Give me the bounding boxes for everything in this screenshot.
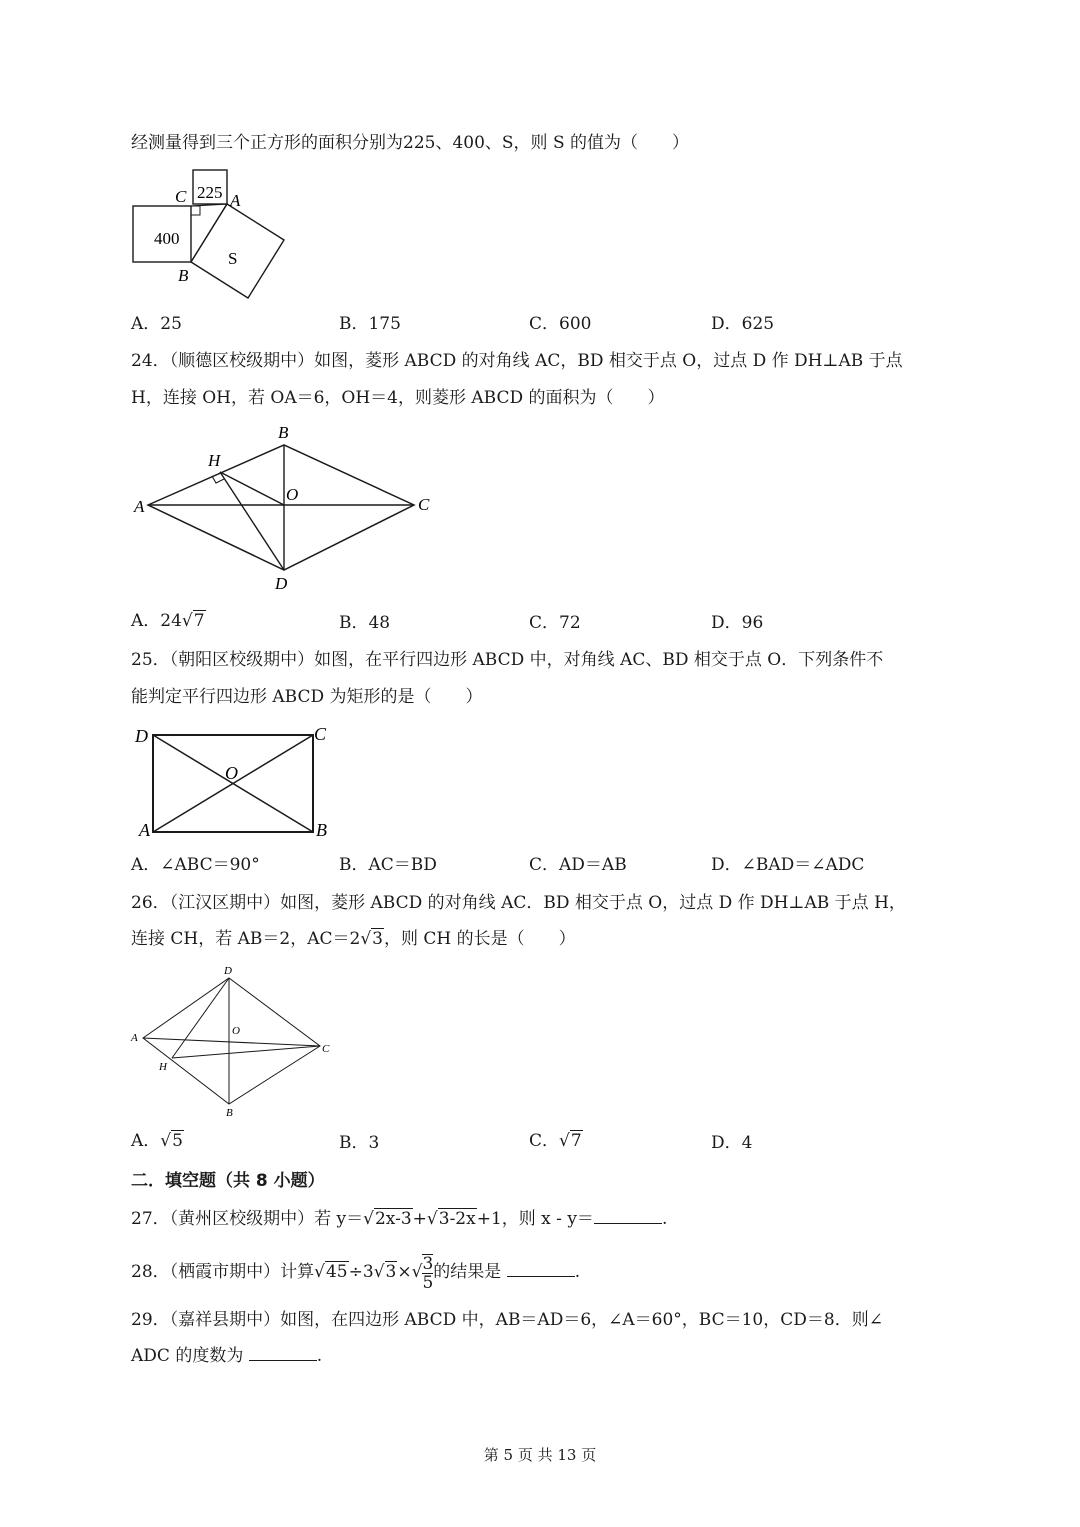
q24-stem-line1: 24．（顺德区校级期中）如图，菱形 ABCD 的对角线 AC，BD 相交于点 O，过点 D 作 DH⊥AB 于点 xyxy=(131,351,903,371)
q25-option-b: B．AC＝BD xyxy=(339,855,437,875)
q26-stem-line2 xyxy=(131,926,576,952)
q26-line2-text-a: 连接 CH，若 AB＝2，AC＝2 xyxy=(131,929,361,949)
label-b: B xyxy=(178,266,189,285)
sqrt-symbol: √3 xyxy=(360,929,383,949)
q28-mid2: × xyxy=(397,1262,412,1282)
label-b: B xyxy=(316,820,327,840)
radicand: 3 xyxy=(385,1262,397,1282)
q26-figure xyxy=(128,962,338,1122)
q26-option-d: D．4 xyxy=(711,1133,753,1153)
q28-prefix: 28．（栖霞市期中）计算 xyxy=(131,1262,315,1282)
q28-mid1: ÷3 xyxy=(348,1262,374,1282)
diagonal-ac xyxy=(143,1038,320,1046)
sqrt-symbol: √3-2x xyxy=(426,1209,476,1229)
q26-line2-text-b: ，则 CH 的长是（ ） xyxy=(384,929,576,949)
sqrt-symbol: √2x-3 xyxy=(363,1209,412,1229)
q28-suffix: 的结果是 xyxy=(433,1262,507,1282)
q23-stem: 经测量得到三个正方形的面积分别为225、400、S，则 S 的值为（ ） xyxy=(131,133,689,153)
answer-blank[interactable] xyxy=(594,1207,662,1224)
radicand: 45 xyxy=(325,1262,348,1282)
radicand: 2x-3 xyxy=(374,1209,412,1229)
q25-stem-line1: 25．（朝阳区校级期中）如图，在平行四边形 ABCD 中，对角线 AC、BD 相交于点 O．下列条件不 xyxy=(131,650,884,670)
q23-option-b: B．175 xyxy=(339,314,401,334)
page-footer: 第 5 页 共 13 页 xyxy=(483,1446,597,1464)
rhombus-abcd xyxy=(148,445,414,570)
label-d: D xyxy=(135,726,148,746)
q23-figure xyxy=(120,160,300,310)
label-225: 225 xyxy=(197,183,223,202)
q29-line2-text: ADC 的度数为 xyxy=(131,1346,249,1366)
q29-end: . xyxy=(316,1346,323,1366)
label-a: A xyxy=(139,820,150,840)
label-b: B xyxy=(278,423,289,442)
label-o: O xyxy=(232,1025,240,1037)
label-d: D xyxy=(275,574,288,593)
sqrt-symbol: √7 xyxy=(181,611,205,631)
label-a: A xyxy=(134,497,145,516)
label-o: O xyxy=(286,485,299,504)
q25-option-a: A．∠ABC＝90° xyxy=(131,855,260,875)
q28-stem xyxy=(131,1252,580,1292)
q23-option-a: A．25 xyxy=(131,314,182,334)
q27-stem xyxy=(131,1206,667,1232)
radicand: 5 xyxy=(172,1131,183,1151)
q26-option-a-prefix: A． xyxy=(131,1131,161,1151)
radicand: 7 xyxy=(570,1131,582,1151)
radicand: 3-2x xyxy=(438,1209,476,1229)
q23-option-d: D．625 xyxy=(711,314,775,334)
q25-figure xyxy=(130,720,340,845)
q28-end: . xyxy=(574,1262,581,1282)
q24-figure xyxy=(128,420,440,595)
label-c: C xyxy=(314,724,327,744)
label-a: A xyxy=(230,191,241,210)
fraction-denominator: 5 xyxy=(422,1272,434,1293)
q25-option-d: D．∠BAD＝∠ADC xyxy=(711,855,865,875)
label-b: B xyxy=(226,1107,233,1119)
q27-prefix: 27．（黄州区校级期中）若 y＝ xyxy=(131,1209,364,1229)
q24-option-c: C．72 xyxy=(529,613,581,633)
segment-dh xyxy=(172,978,229,1058)
right-triangle xyxy=(191,204,227,262)
q24-option-a-prefix: A．24 xyxy=(131,611,182,631)
label-a: A xyxy=(131,1032,138,1044)
q24-option-d: D．96 xyxy=(711,613,764,633)
label-o: O xyxy=(225,763,238,783)
label-c: C xyxy=(418,495,430,514)
label-h: H xyxy=(208,451,221,470)
radicand: 3 xyxy=(372,929,383,949)
q27-plus: + xyxy=(412,1209,427,1229)
q24-option-b: B．48 xyxy=(339,613,391,633)
fraction xyxy=(422,1254,433,1292)
sqrt-symbol: √45 xyxy=(314,1262,348,1282)
label-d: D xyxy=(224,965,232,977)
right-angle-mark xyxy=(191,206,200,215)
q29-stem-line2 xyxy=(131,1343,322,1369)
label-c: C xyxy=(322,1043,330,1055)
q25-option-c: C．AD＝AB xyxy=(529,855,627,875)
q26-option-c-prefix: C． xyxy=(529,1131,560,1151)
q26-option-a xyxy=(131,1128,184,1154)
answer-blank[interactable] xyxy=(507,1260,575,1277)
q24-option-a xyxy=(131,608,206,634)
label-c: C xyxy=(175,187,187,206)
q29-stem-line1: 29．（嘉祥县期中）如图，在四边形 ABCD 中，AB＝AD＝6，∠A＝60°，BC＝10，CD＝8．则∠ xyxy=(131,1310,883,1330)
square-s xyxy=(191,204,284,298)
radicand: 7 xyxy=(193,611,205,631)
q25-stem-line2: 能判定平行四边形 ABCD 为矩形的是（ ） xyxy=(131,687,483,707)
q26-option-b: B．3 xyxy=(339,1133,380,1153)
sqrt-symbol: √7 xyxy=(559,1131,582,1151)
q26-stem-line1: 26．（江汉区期中）如图，菱形 ABCD 的对角线 AC．BD 相交于点 O，过点 D 作 DH⊥AB 于点 H， xyxy=(131,893,906,913)
sqrt-symbol: √5 xyxy=(160,1131,183,1151)
label-s: S xyxy=(228,249,238,268)
label-400: 400 xyxy=(154,229,180,248)
q26-option-c xyxy=(529,1128,583,1154)
rhombus-abcd xyxy=(143,978,320,1104)
answer-blank[interactable] xyxy=(249,1344,317,1361)
q23-option-c: C．600 xyxy=(529,314,592,334)
q27-end: . xyxy=(661,1209,668,1229)
segment-oh xyxy=(220,472,284,505)
fraction-numerator: 3 xyxy=(422,1253,434,1274)
sqrt-symbol: √3 xyxy=(373,1262,397,1282)
q24-stem-line2: H，连接 OH，若 OA＝6，OH＝4，则菱形 ABCD 的面积为（ ） xyxy=(131,388,665,408)
q27-suffix: +1，则 x - y＝ xyxy=(476,1209,594,1229)
section-title: 二．填空题（共 8 小题） xyxy=(131,1171,325,1191)
segment-ch xyxy=(172,1046,320,1058)
right-angle-mark xyxy=(212,476,224,483)
sqrt-fraction: √ $\frac{3}{5}$ xyxy=(411,1253,434,1293)
label-h: H xyxy=(159,1061,167,1073)
